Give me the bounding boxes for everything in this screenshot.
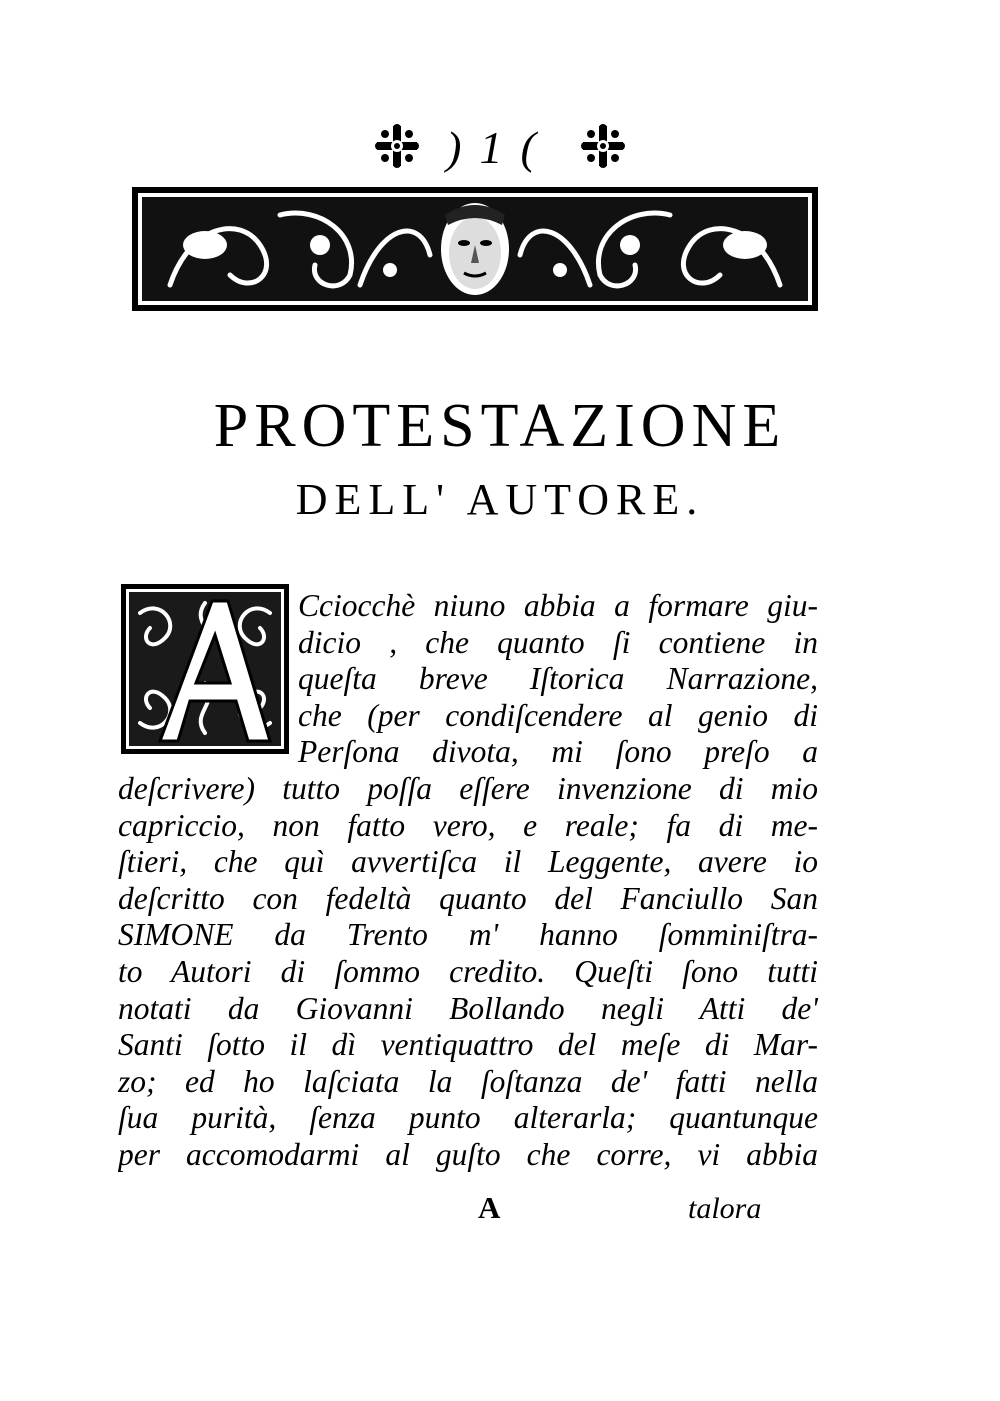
page-subtitle: DELL' AUTORE. [295, 475, 705, 524]
text-line: Santi ſotto il dì ventiquattro del meſe di Mar- [118, 1027, 818, 1063]
text-line: zo; ed ho laſciata la ſoſtanza de' fatti nella [118, 1063, 818, 1099]
page-title: PROTESTAZIONE [213, 392, 787, 460]
text-line: Perſona divota, mi ſono preſo a [298, 734, 818, 770]
text-line: che (per condiſcendere al genio di [298, 697, 818, 733]
page-number: )1( [446, 122, 554, 173]
text-line: ſua purità, ſenza punto alterarla; quantunque [118, 1100, 818, 1136]
text-line: ſtieri, che quì avvertiſca il Leggente, avere io [118, 844, 818, 880]
headpiece-ornament-icon [130, 185, 820, 313]
signature-mark: A [478, 1190, 501, 1225]
catchword: talora [688, 1192, 762, 1225]
cross-flower-icon [374, 123, 420, 174]
cross-flower-icon [580, 123, 626, 174]
text-line: deſcritto con fedeltà quanto del Fanciullo San [118, 880, 818, 916]
page-footer [0, 1190, 1000, 1230]
text-line: queſta breve Iſtorica Narrazione, [298, 661, 818, 697]
text-line: dicio , che quanto ſi contiene in [298, 624, 818, 660]
text-line: deſcrivere) tutto poſſa eſſere invenzione di mio [118, 770, 818, 806]
text-line: per accomodarmi al guſto che corre, vi abbia [118, 1136, 818, 1172]
text-line: Cciocchè niuno abbia a formare giu- [298, 588, 818, 623]
body-text [118, 588, 818, 1174]
page-header [0, 118, 1000, 178]
woodcut-headpiece [130, 185, 820, 313]
text-line: to Autori di ſommo credito. Queſti ſono tutti [118, 953, 818, 989]
text-line: notati da Giovanni Bollando negli Atti de' [118, 990, 818, 1026]
text-line: capriccio, non fatto vero, e reale; fa di me- [118, 807, 818, 843]
text-line: SIMONE da Trento m' hanno ſomminiſtra- [118, 917, 818, 953]
